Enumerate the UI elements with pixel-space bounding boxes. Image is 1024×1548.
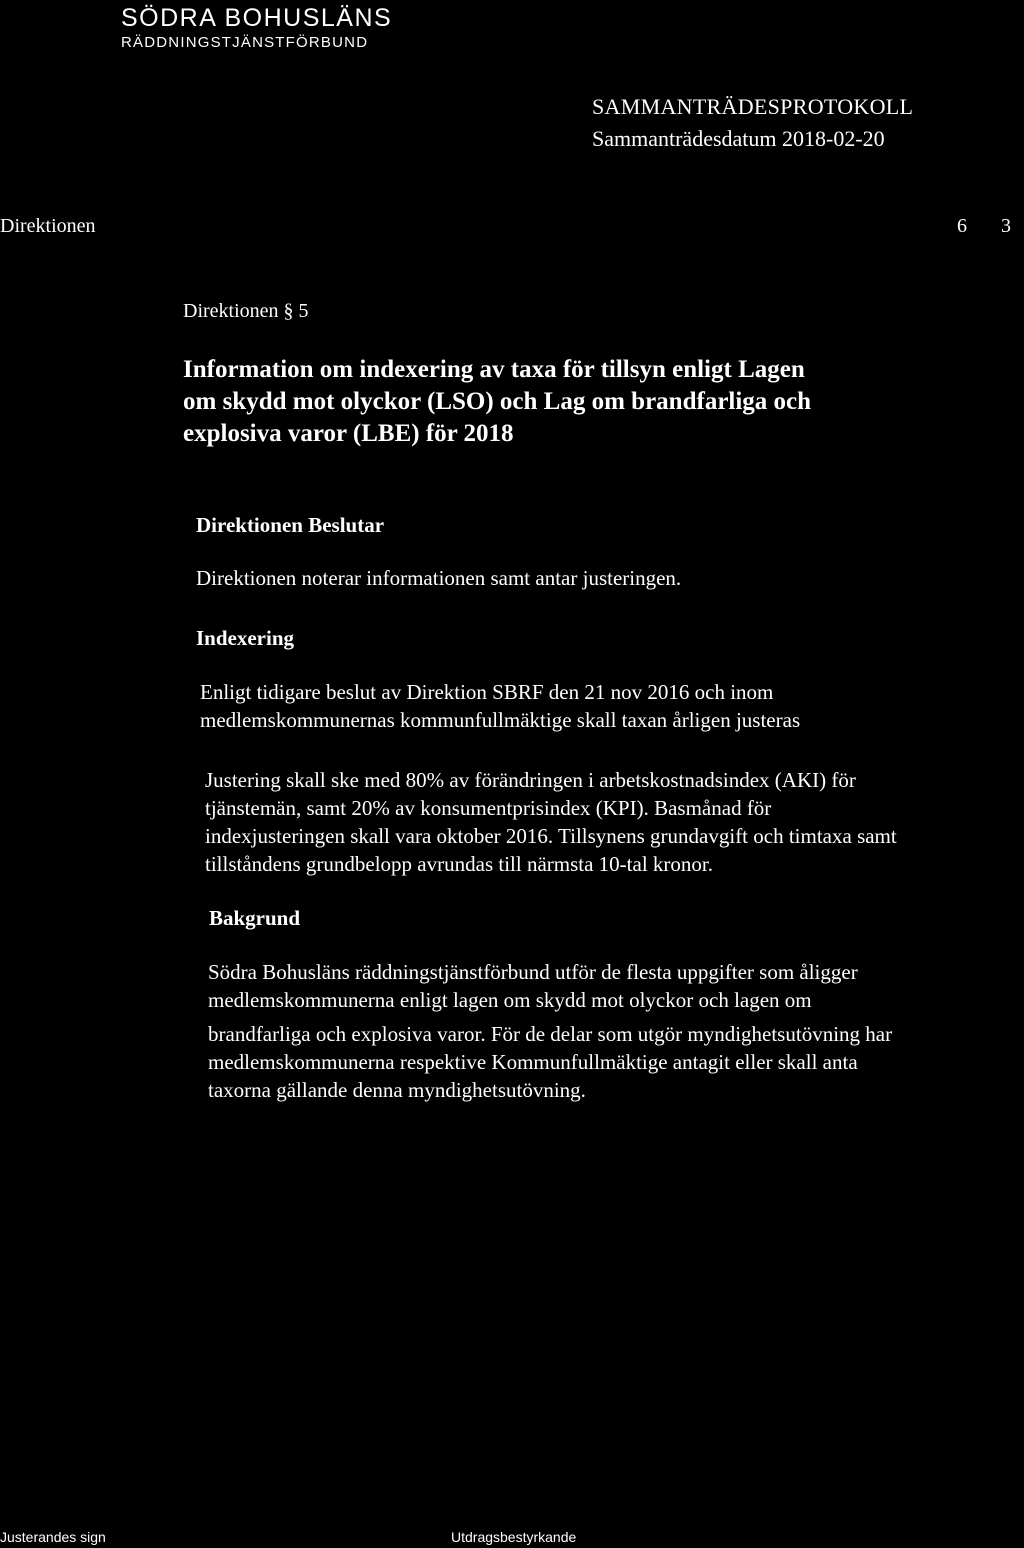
bakgrund-heading: Bakgrund xyxy=(209,906,301,930)
footer-signature-label: Justerandes sign xyxy=(0,1529,106,1545)
section-reference: Direktionen § 5 xyxy=(183,300,309,322)
paragraph-line: brandfarliga och explosiva varor. För de delar som utgör myndighetsutövning har xyxy=(208,1022,893,1046)
meeting-date: Sammanträdesdatum 2018-02-20 xyxy=(592,126,885,151)
org-subtitle: RÄDDNINGSTJÄNSTFÖRBUND xyxy=(121,34,369,51)
board-name: Direktionen xyxy=(0,215,96,237)
document-type: SAMMANTRÄDESPROTOKOLL xyxy=(592,94,914,119)
paragraph-line: Södra Bohusläns räddningstjänstförbund utför de flesta uppgifter som åligger xyxy=(208,960,858,984)
bakgrund-paragraph xyxy=(208,958,892,1104)
indexering-paragraph-2 xyxy=(205,766,897,878)
paragraph-line: indexjusteringen skall vara oktober 2016. Tillsynens grundavgift och timtaxa samt xyxy=(205,824,897,848)
page-number: 6 xyxy=(957,215,967,237)
title-line: Information om indexering av taxa för tillsyn enligt Lagen xyxy=(183,356,805,383)
indexering-paragraph-1 xyxy=(200,678,800,734)
paragraph-line: tillståndens grundbelopp avrundas till närmsta 10-tal kronor. xyxy=(205,852,713,876)
title-line: om skydd mot olyckor (LSO) och Lag om brandfarliga och xyxy=(183,388,812,415)
paragraph-line: Enligt tidigare beslut av Direktion SBRF den 21 nov 2016 och inom xyxy=(200,680,774,704)
section-title xyxy=(183,354,963,450)
title-line: explosiva varor (LBE) för 2018 xyxy=(183,420,514,447)
paragraph-line: medlemskommunernas kommunfullmäktige skall taxan årligen justeras xyxy=(200,708,801,732)
paragraph-line: medlemskommunerna respektive Kommunfullmäktige antagit eller skall anta xyxy=(208,1050,858,1074)
paragraph-line: medlemskommunerna enligt lagen om skydd mot olyckor och lagen om xyxy=(208,988,812,1012)
org-name: SÖDRA BOHUSLÄNS xyxy=(121,4,393,32)
decision-text: Direktionen noterar informationen samt antar justeringen. xyxy=(196,566,682,590)
paragraph-line: taxorna gällande denna myndighetsutövning. xyxy=(208,1078,586,1102)
decision-heading: Direktionen Beslutar xyxy=(196,513,385,537)
paragraph-line: Justering skall ske med 80% av förändringen i arbetskostnadsindex (AKI) för xyxy=(205,768,856,792)
indexering-heading: Indexering xyxy=(196,626,295,650)
footer-certification-label: Utdragsbestyrkande xyxy=(451,1529,577,1545)
paragraph-line: tjänstemän, samt 20% av konsumentprisindex (KPI). Basmånad för xyxy=(205,796,772,820)
page-number-secondary: 3 xyxy=(1001,215,1011,237)
